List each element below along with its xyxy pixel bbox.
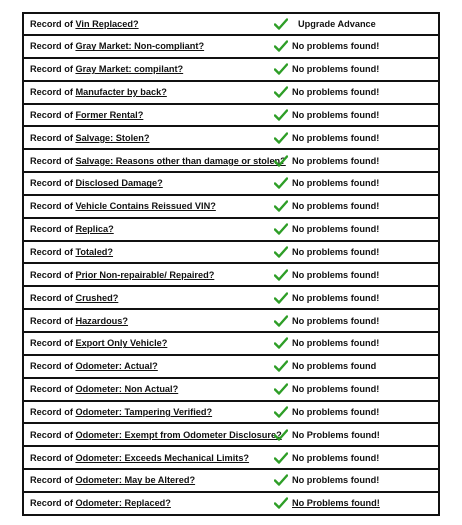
record-topic-link[interactable]: Salvage: Stolen? [75, 132, 150, 143]
record-topic-link[interactable]: Prior Non-repairable/ Repaired? [75, 269, 215, 280]
table-row [22, 356, 440, 379]
record-result: No problems found [292, 361, 377, 372]
record-topic-link[interactable]: Former Rental? [75, 109, 144, 120]
record-label: Record of Manufacter by back? [30, 87, 167, 98]
record-topic-link[interactable]: Odometer: Exceeds Mechanical Limits? [75, 452, 250, 463]
record-topic-link[interactable]: Replica? [75, 224, 114, 235]
checkmark-icon [274, 452, 288, 464]
table-row [22, 264, 440, 287]
table-row [22, 424, 440, 447]
checkmark-icon [274, 40, 288, 52]
checkmark-icon [274, 429, 288, 441]
table-row [22, 127, 440, 150]
checkmark-icon [274, 200, 288, 212]
record-table [22, 12, 440, 516]
record-result: No problems found! [292, 247, 380, 258]
record-result: No problems found! [292, 475, 380, 486]
table-row [22, 36, 440, 59]
checkmark-icon [274, 360, 288, 372]
record-label: Record of Odometer: Exempt from Odometer Disclosure? [30, 429, 282, 440]
record-topic-link[interactable]: Gray Market: Non-compliant? [75, 41, 205, 52]
table-row [22, 379, 440, 402]
record-result: No problems found! [292, 224, 380, 235]
record-label: Record of Former Rental? [30, 109, 144, 120]
record-label: Record of Gray Market: Non-compliant? [30, 41, 205, 52]
table-row [22, 470, 440, 493]
table-row [22, 310, 440, 333]
table-row [22, 173, 440, 196]
table-row [22, 333, 440, 356]
record-result: No problems found! [292, 64, 380, 75]
record-label: Record of Odometer: Actual? [30, 361, 158, 372]
checkmark-icon [274, 63, 288, 75]
checkmark-icon [274, 223, 288, 235]
record-label: Record of Odometer: Exceeds Mechanical Limits? [30, 452, 250, 463]
record-label: Record of Prior Non-repairable/ Repaired? [30, 269, 215, 280]
record-label: Record of Hazardous? [30, 315, 129, 326]
table-row [22, 196, 440, 219]
record-result: No Problems found! [292, 429, 380, 440]
record-label: Record of Odometer: Tampering Verified? [30, 406, 213, 417]
checkmark-icon [274, 497, 288, 509]
record-topic-link[interactable]: Hazardous? [75, 315, 129, 326]
record-topic-link[interactable]: Odometer: Exempt from Odometer Disclosure? [75, 429, 282, 440]
record-result: No Problems found! [292, 498, 380, 509]
table-row [22, 447, 440, 470]
checkmark-icon [274, 109, 288, 121]
record-label: Record of Export Only Vehicle? [30, 338, 168, 349]
table-row [22, 82, 440, 105]
table-row [22, 150, 440, 173]
record-result: No problems found! [292, 292, 380, 303]
record-topic-link[interactable]: Odometer: Non Actual? [75, 384, 179, 395]
record-topic-link[interactable]: Odometer: Tampering Verified? [75, 406, 213, 417]
table-row [22, 402, 440, 425]
record-topic-link[interactable]: Odometer: Replaced? [75, 498, 171, 509]
record-topic-link[interactable]: Manufacter by back? [75, 87, 167, 98]
record-label: Record of Odometer: May be Altered? [30, 475, 196, 486]
record-label: Record of Gray Market: compilant? [30, 64, 184, 75]
record-result: No problems found! [292, 41, 380, 52]
record-topic-link[interactable]: Salvage: Reasons other than damage or stolen? [75, 155, 286, 166]
record-topic-link[interactable]: Vehicle Contains Reissued VIN? [75, 201, 216, 212]
record-label: Record of Vehicle Contains Reissued VIN? [30, 201, 216, 212]
record-result: No problems found! [292, 132, 380, 143]
record-result: No problems found! [292, 109, 380, 120]
record-label: Record of Crushed? [30, 292, 119, 303]
checkmark-icon [274, 18, 288, 30]
table-row [22, 105, 440, 128]
record-topic-link[interactable]: Vin Replaced? [75, 19, 139, 29]
record-label: Record of Salvage: Stolen? [30, 132, 150, 143]
table-row [22, 59, 440, 82]
record-topic-link[interactable]: Odometer: Actual? [75, 361, 158, 372]
record-label: Record of Salvage: Reasons other than damage or stolen? [30, 155, 286, 166]
record-result: No problems found! [292, 384, 380, 395]
checkmark-icon [274, 177, 288, 189]
checkmark-icon [274, 383, 288, 395]
table-row [22, 219, 440, 242]
table-row [22, 287, 440, 310]
checkmark-icon [274, 132, 288, 144]
table-row [22, 14, 440, 36]
record-label: Record of Replica? [30, 224, 114, 235]
record-result: No problems found! [292, 406, 380, 417]
checkmark-icon [274, 292, 288, 304]
checkmark-icon [274, 155, 288, 167]
checkmark-icon [274, 246, 288, 258]
checkmark-icon [274, 474, 288, 486]
record-topic-link[interactable]: Crushed? [75, 292, 119, 303]
record-topic-link[interactable]: Totaled? [75, 247, 114, 258]
table-row [22, 493, 440, 516]
record-topic-link[interactable]: Export Only Vehicle? [75, 338, 168, 349]
record-topic-link[interactable]: Gray Market: compilant? [75, 64, 184, 75]
record-result: Upgrade Advance [298, 19, 376, 29]
record-label: Record of Vin Replaced? [30, 19, 139, 29]
record-result: No problems found! [292, 269, 380, 280]
record-topic-link[interactable]: Disclosed Damage? [75, 178, 163, 189]
table-row [22, 242, 440, 265]
checkmark-icon [274, 406, 288, 418]
record-topic-link[interactable]: Odometer: May be Altered? [75, 475, 196, 486]
record-label: Record of Odometer: Non Actual? [30, 384, 179, 395]
checkmark-icon [274, 337, 288, 349]
record-label: Record of Odometer: Replaced? [30, 498, 171, 509]
record-result: No problems found! [292, 338, 380, 349]
record-result: No problems found! [292, 178, 380, 189]
checkmark-icon [274, 269, 288, 281]
record-result: No problems found! [292, 315, 380, 326]
record-result: No problems found! [292, 155, 380, 166]
record-result: No problems found! [292, 87, 380, 98]
record-result: No problems found! [292, 201, 380, 212]
record-result: No problems found! [292, 452, 380, 463]
checkmark-icon [274, 315, 288, 327]
checkmark-icon [274, 86, 288, 98]
record-label: Record of Disclosed Damage? [30, 178, 163, 189]
record-label: Record of Totaled? [30, 247, 114, 258]
